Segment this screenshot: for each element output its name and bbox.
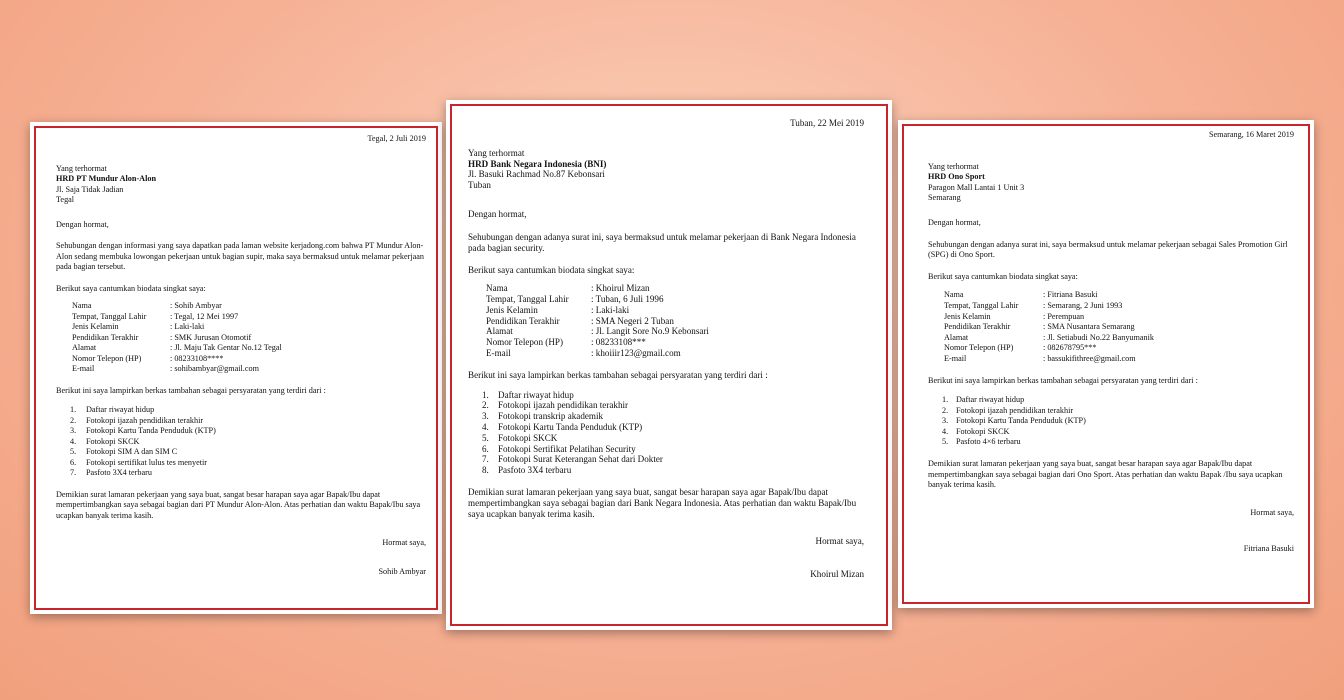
recipient-name: HRD Bank Negara Indonesia (BNI) (468, 158, 607, 169)
letter-sheet-2 (446, 100, 892, 630)
bio-label: Alamat (944, 332, 969, 342)
recipient-address-line2: Tuban (468, 180, 491, 191)
list-number: 8. (482, 465, 489, 476)
list-text: Fotokopi Kartu Tanda Penduduk (KTP) (86, 426, 216, 435)
salutation: Dengan hormat, (56, 219, 109, 229)
letter-content (468, 118, 864, 580)
bio-value: : SMA Negeri 2 Tuban (591, 315, 674, 326)
recipient-address-line1: Jl. Saja Tidak Jadian (56, 184, 124, 194)
closing-paragraph: Demikian surat lamaran pekerjaan yang saya buat, sangat besar harapan saya agar Bapak/Ibu dapat mempertimbangkan saya sebagai bagian dari Ono Sport. Atas perhatian dan waktu Bapak /Ibu saya ucapkan banyak terima kasih. (928, 459, 1283, 490)
bio-intro: Berikut saya cantumkan biodata singkat saya: (56, 283, 206, 293)
bio-value: : Jl. Maju Tak Gentar No.12 Tegal (170, 343, 282, 352)
list-text: Daftar riwayat hidup (956, 395, 1025, 405)
recipient-address-line1: Jl. Basuki Rachmad No.87 Kebonsari (468, 169, 605, 180)
list-item (70, 458, 426, 469)
list-text: Pasfoto 3X4 terbaru (498, 465, 572, 476)
bio-row (944, 312, 1294, 323)
bio-value: : Tuban, 6 Juli 1996 (591, 293, 664, 304)
list-number: 1. (942, 395, 949, 405)
list-number: 7. (70, 468, 77, 477)
bio-value: : Khoirul Mizan (591, 283, 650, 294)
recipient-greeting: Yang terhormat (928, 161, 979, 171)
bio-label: Nama (72, 301, 92, 310)
list-item (70, 437, 426, 448)
list-number: 4. (482, 421, 489, 432)
bio-label: Pendidikan Terakhir (486, 315, 560, 326)
bio-row (72, 364, 426, 375)
recipient-address-line1: Paragon Mall Lantai 1 Unit 3 (928, 182, 1025, 192)
list-item (942, 427, 1294, 438)
list-item (70, 405, 426, 416)
bio-label: E-mail (486, 347, 511, 358)
bio-row (944, 333, 1294, 344)
attachments-list (70, 405, 426, 479)
bio-value: : Laki-laki (591, 304, 630, 315)
bio-row (72, 354, 426, 365)
letter-content (56, 134, 426, 577)
bio-value: : sohibambyar@gmail.com (170, 364, 259, 373)
bio-label: Tempat, Tanggal Lahir (486, 293, 569, 304)
bio-row (72, 322, 426, 333)
list-text: Daftar riwayat hidup (86, 405, 155, 414)
bio-value: : Tegal, 12 Mei 1997 (170, 311, 239, 321)
list-item (482, 422, 864, 433)
list-item (70, 426, 426, 437)
list-number: 1. (482, 389, 489, 400)
bio-row (944, 343, 1294, 354)
attachments-list (482, 390, 864, 476)
list-number: 6. (70, 457, 77, 467)
list-item (482, 465, 864, 476)
list-text: Pasfoto 4×6 terbaru (956, 437, 1021, 447)
list-item (482, 411, 864, 422)
list-item (482, 454, 864, 465)
attachments-list (942, 395, 1294, 448)
bio-value: : Jl. Langit Sore No.9 Kebonsari (591, 326, 709, 337)
list-text: Fotokopi ijazah pendidikan terakhir (86, 415, 204, 425)
list-item (482, 400, 864, 411)
bio-label: Nama (486, 283, 508, 294)
signer-name: Khoirul Mizan (810, 569, 864, 580)
list-item (942, 406, 1294, 417)
list-text: Fotokopi sertifikat lulus tes menyetir (86, 457, 207, 467)
list-text: Fotokopi ijazah pendidikan terakhir (956, 405, 1074, 415)
list-number: 5. (70, 447, 77, 456)
list-text: Fotokopi SKCK (86, 436, 140, 446)
list-text: Daftar riwayat hidup (498, 389, 574, 400)
recipient-name: HRD Ono Sport (928, 172, 985, 182)
bio-value: : 08233108**** (170, 353, 224, 363)
bio-value: : 082678795*** (1043, 343, 1097, 353)
bio-row (72, 343, 426, 354)
list-number: 6. (482, 443, 489, 454)
list-text: Fotokopi SKCK (956, 426, 1010, 436)
list-text: Fotokopi Surat Keterangan Sehat dari Dokter (498, 454, 663, 465)
bio-row (486, 294, 864, 305)
sign-off: Hormat saya, (382, 538, 426, 547)
recipient-greeting: Yang terhormat (468, 147, 525, 158)
recipient-address-line2: Tegal (56, 195, 75, 204)
bio-row (486, 326, 864, 337)
letter-date: Tuban, 22 Mei 2019 (790, 118, 864, 128)
sign-off: Hormat saya, (815, 536, 864, 547)
bio-value: : Perempuan (1043, 311, 1085, 321)
bio-intro: Berikut saya cantumkan biodata singkat saya: (928, 271, 1078, 281)
bio-label: Pendidikan Terakhir (72, 332, 139, 342)
letter-date: Semarang, 16 Maret 2019 (1208, 130, 1294, 139)
opening-paragraph: Sehubungan dengan informasi yang saya dapatkan pada laman website kerjadong.com bahwa PT Mundur Alon-Alon sedang membuka lowongan pekerjaan untuk bagian supir, maka saya bermaksud untuk melamar pekerjaan pada bagian tersebut. (56, 241, 424, 271)
bio-row (944, 301, 1294, 312)
letter-date: Tegal, 2 Juli 2019 (367, 134, 426, 143)
bio-label: Nama (944, 290, 964, 300)
bio-value: : SMK Jurusan Otomotif (170, 332, 252, 342)
list-item (482, 433, 864, 444)
list-number: 4. (942, 426, 949, 436)
list-item (482, 390, 864, 401)
bio-table (944, 290, 1294, 364)
bio-value: : SMA Nusantara Semarang (1043, 322, 1135, 332)
bio-label: Alamat (486, 326, 513, 337)
bio-label: Alamat (72, 343, 97, 352)
list-item (70, 416, 426, 427)
list-text: Fotokopi SKCK (498, 432, 558, 443)
opening-paragraph: Sehubungan dengan adanya surat ini, saya bermaksud untuk melamar pekerjaan sebagai Sales Promotion Girl (SPG) di Ono Sport. (928, 239, 1288, 260)
list-number: 3. (942, 416, 949, 426)
letter-border (902, 124, 1310, 604)
signer-name: Sohib Ambyar (378, 566, 426, 576)
list-number: 2. (942, 405, 949, 415)
recipient-address-line2: Semarang (928, 193, 961, 203)
list-item (482, 444, 864, 455)
bio-label: E-mail (944, 353, 967, 363)
bio-label: Tempat, Tanggal Lahir (944, 300, 1019, 310)
salutation: Dengan hormat, (468, 208, 527, 219)
bio-label: Jenis Kelamin (72, 322, 119, 331)
bio-row (486, 348, 864, 359)
list-text: Fotokopi Kartu Tanda Penduduk (KTP) (498, 421, 643, 432)
bio-label: Nomor Telepon (HP) (486, 337, 563, 348)
list-item (70, 468, 426, 479)
closing-paragraph: Demikian surat lamaran pekerjaan yang saya buat, sangat besar harapan saya agar Bapak/Ibu dapat mempertimbangkan saya sebagai bagian dari PT Mundur Alon-Alon. Atas perhatian dan waktu Bapak/Ibu saya ucapkan banyak terima kasih. (56, 489, 421, 520)
bio-value: : bassukifithree@gmail.com (1043, 353, 1136, 363)
bio-row (944, 354, 1294, 365)
attachments-intro: Berikut ini saya lampirkan berkas tambahan sebagai persyaratan yang terdiri dari : (468, 369, 768, 380)
bio-row (72, 333, 426, 344)
bio-label: Nomor Telepon (HP) (944, 343, 1014, 353)
list-number: 5. (942, 437, 949, 447)
bio-value: : Sohib Ambyar (170, 301, 222, 310)
list-text: Fotokopi SIM A dan SIM C (86, 447, 178, 456)
bio-value: : khoiiir123@gmail.com (591, 347, 681, 358)
letter-sheet-3 (898, 120, 1314, 608)
letter-border (34, 126, 438, 610)
list-number: 1. (70, 405, 77, 414)
list-item (942, 395, 1294, 406)
recipient-name: HRD PT Mundur Alon-Alon (56, 174, 157, 183)
list-text: Fotokopi transkrip akademik (498, 411, 604, 422)
salutation: Dengan hormat, (928, 217, 981, 227)
bio-row (72, 301, 426, 312)
opening-paragraph: Sehubungan dengan adanya surat ini, saya bermaksud untuk melamar pekerjaan di Bank Negara Indonesia pada bagian security. (468, 231, 856, 253)
attachments-intro: Berikut ini saya lampirkan berkas tambahan sebagai persyaratan yang terdiri dari : (56, 385, 326, 395)
list-number: 5. (482, 432, 489, 443)
signer-name: Fitriana Basuki (1243, 544, 1294, 554)
bio-label: Nomor Telepon (HP) (72, 353, 142, 363)
bio-label: Pendidikan Terakhir (944, 322, 1011, 332)
bio-table (72, 301, 426, 375)
bio-label: Tempat, Tanggal Lahir (72, 311, 147, 321)
bio-row (486, 283, 864, 294)
sign-off: Hormat saya, (1250, 507, 1294, 517)
bio-row (486, 316, 864, 327)
bio-row (944, 322, 1294, 333)
attachments-intro: Berikut ini saya lampirkan berkas tambahan sebagai persyaratan yang terdiri dari : (928, 375, 1198, 385)
bio-row (486, 337, 864, 348)
bio-value: : Jl. Setiabudi No.22 Banyumanik (1043, 332, 1154, 342)
bio-label: E-mail (72, 364, 95, 373)
bio-value: : 08233108*** (591, 337, 646, 348)
letter-sheet-1 (30, 122, 442, 614)
list-text: Pasfoto 3X4 terbaru (86, 468, 152, 477)
bio-row (72, 312, 426, 323)
list-number: 4. (70, 436, 77, 446)
bio-value: : Fitriana Basuki (1043, 290, 1098, 300)
list-text: Fotokopi Sertifikat Pelatihan Security (498, 443, 636, 454)
list-item (942, 437, 1294, 448)
recipient-greeting: Yang terhormat (56, 163, 107, 173)
bio-label: Jenis Kelamin (486, 304, 538, 315)
list-text: Fotokopi Kartu Tanda Penduduk (KTP) (956, 416, 1086, 426)
letter-border (450, 104, 888, 626)
list-number: 3. (482, 411, 489, 422)
list-text: Fotokopi ijazah pendidikan terakhir (498, 400, 629, 411)
bio-row (486, 305, 864, 316)
list-item (942, 416, 1294, 427)
bio-value: : Semarang, 2 Juni 1993 (1043, 300, 1123, 310)
list-number: 2. (482, 400, 489, 411)
bio-row (944, 290, 1294, 301)
bio-label: Jenis Kelamin (944, 311, 991, 321)
list-number: 7. (482, 454, 489, 465)
list-number: 2. (70, 415, 77, 425)
letter-content (928, 130, 1294, 555)
bio-intro: Berikut saya cantumkan biodata singkat saya: (468, 265, 635, 276)
closing-paragraph: Demikian surat lamaran pekerjaan yang saya buat, sangat besar harapan saya agar Bapak/Ibu dapat mempertimbangkan saya sebagai bagian dari Bank Negara Indonesia. Atas perhatian dan waktu Bapak/Ibu saya ucapkan banyak terima kasih. (468, 486, 857, 519)
list-number: 3. (70, 426, 77, 435)
list-item (70, 447, 426, 458)
bio-table (486, 283, 864, 359)
bio-value: : Laki-laki (170, 322, 205, 331)
